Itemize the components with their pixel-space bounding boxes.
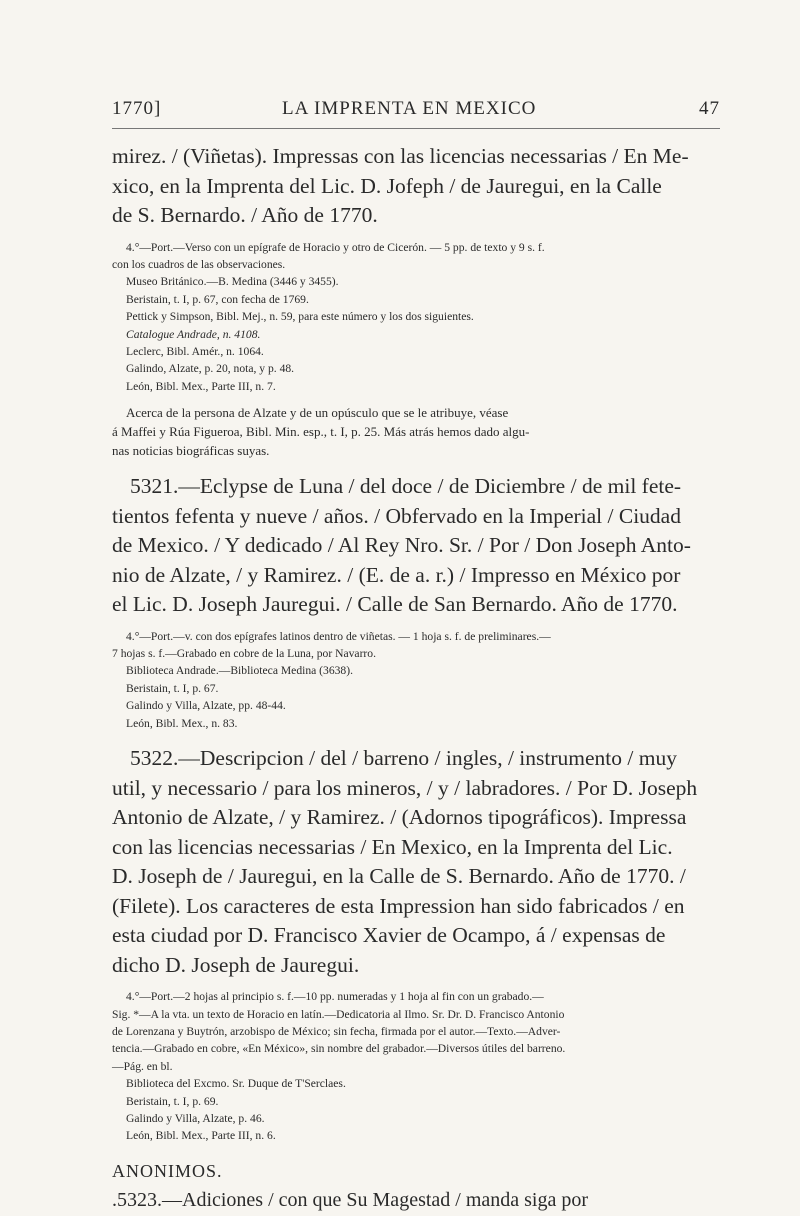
- entry-line: mirez. / (Viñetas). Impressas con las licencias necessarias / En Me-: [112, 144, 689, 168]
- entry-line: xico, en la Imprenta del Lic. D. Jofeph / de Jauregui, en la Calle: [112, 173, 662, 198]
- note-line: Beristain, t. I, p. 67, con fecha de 1769.: [126, 292, 309, 306]
- note-line: Galindo y Villa, Alzate, p. 46.: [126, 1111, 265, 1125]
- entry-5323-title: [112, 1186, 720, 1216]
- entry-line: Antonio de Alzate, / y Ramirez. / (Adornos tipográficos). Impressa: [112, 805, 687, 830]
- comment-line: nas noticias biográficas suyas.: [112, 443, 270, 459]
- entry-5322-title: [112, 744, 720, 980]
- header-rule: [112, 128, 720, 129]
- note-line: 4.°—Port.—v. con dos epígrafes latinos dentro de viñetas. — 1 hoja s. f. de preliminares.—: [126, 629, 551, 643]
- entry-5321-title: [112, 472, 720, 620]
- entry-line: util, y necessario / para los mineros, / y / labradores. / Por D. Joseph: [112, 775, 698, 800]
- section-heading: ANONIMOS.: [112, 1160, 223, 1181]
- note-line: 7 hojas s. f.—Grabado en cobre de la Luna, por Navarro.: [112, 647, 376, 661]
- note-line: Pettick y Simpson, Bibl. Mej., n. 59, para este número y los dos siguientes.: [126, 310, 474, 324]
- page-body: [112, 142, 720, 1216]
- entry-line: (Filete). Los caracteres de esta Impression han sido fabricados / en: [112, 893, 685, 918]
- note-line: Galindo y Villa, Alzate, pp. 48-44.: [126, 699, 286, 713]
- entry-5321-notes: [112, 628, 720, 732]
- note-line: —Pág. en bl.: [112, 1059, 173, 1073]
- note-line: 4.°—Port.—2 hojas al principio s. f.—10 pp. numeradas y 1 hoja al fin con un grabado.—: [126, 990, 544, 1004]
- entry-5320-title: [112, 142, 720, 231]
- note-line: León, Bibl. Mex., Parte III, n. 6.: [126, 1129, 276, 1143]
- entry-line: nio de Alzate, / y Ramirez. / (E. de a. r.) / Impresso en México por: [112, 562, 681, 587]
- note-line: León, Bibl. Mex., Parte III, n. 7.: [126, 379, 276, 393]
- entry-line: .5323.—Adiciones / con que Su Magestad / manda siga por: [112, 1189, 589, 1212]
- running-head-year: 1770]: [112, 98, 162, 119]
- note-line: Beristain, t. I, p. 69.: [126, 1094, 219, 1108]
- entry-line: el Lic. D. Joseph Jauregui. / Calle de San Bernardo. Año de 1770.: [112, 592, 678, 617]
- entry-line: tientos fefenta y nueve / años. / Obfervado en la Imperial / Ciudad: [112, 503, 681, 528]
- entry-line: 5321.—Eclypse de Luna / del doce / de Diciembre / de mil fete-: [130, 474, 682, 499]
- running-head: [112, 98, 720, 124]
- note-line: Museo Británico.—B. Medina (3446 y 3455).: [126, 275, 339, 289]
- note-line: tencia.—Grabado en cobre, «En México», sin nombre del grabador.—Diversos útiles del barreno.: [112, 1042, 566, 1056]
- note-line: con los cuadros de las observaciones.: [112, 257, 286, 271]
- entry-line: esta ciudad por D. Francisco Xavier de Ocampo, á / expensas de: [112, 923, 666, 948]
- entry-line: de Mexico. / Y dedicado / Al Rey Nro. Sr. / Por / Don Joseph Anto-: [112, 533, 691, 558]
- note-line: Leclerc, Bibl. Amér., n. 1064.: [126, 344, 264, 358]
- note-line: León, Bibl. Mex., n. 83.: [126, 716, 238, 730]
- page-number: 47: [699, 98, 720, 119]
- note-line: Biblioteca Andrade.—Biblioteca Medina (3638).: [126, 664, 353, 678]
- note-line: Beristain, t. I, p. 67.: [126, 681, 219, 695]
- entry-line: dicho D. Joseph de Jauregui.: [112, 952, 360, 977]
- comment-line: á Maffei y Rúa Figueroa, Bibl. Min. esp., t. I, p. 25. Más atrás hemos dado algu-: [112, 424, 530, 440]
- note-line: Catalogue Andrade, n. 4108.: [126, 327, 261, 341]
- entry-line: de S. Bernardo. / Año de 1770.: [112, 203, 378, 227]
- entry-5320-comment: [112, 403, 720, 460]
- entry-line: D. Joseph de / Jauregui, en la Calle de S. Bernardo. Año de 1770. /: [112, 864, 686, 889]
- note-line: Sig. *—A la vta. un texto de Horacio en latín.—Dedicatoria al Ilmo. Sr. Dr. D. Francisco Antonio: [112, 1007, 565, 1021]
- entry-line: 5322.—Descripcion / del / barreno / ingles, / instrumento / muy: [130, 746, 677, 771]
- entry-5320-notes: [112, 239, 720, 396]
- note-line: 4.°—Port.—Verso con un epígrafe de Horacio y otro de Cicerón. — 5 pp. de texto y 9 s. f.: [126, 240, 545, 254]
- running-head-title: LA IMPRENTA EN MEXICO: [282, 98, 537, 119]
- note-line: Galindo, Alzate, p. 20, nota, y p. 48.: [126, 362, 295, 376]
- note-line: Biblioteca del Excmo. Sr. Duque de T'Serclaes.: [126, 1077, 346, 1091]
- entry-5322-notes: [112, 988, 720, 1145]
- comment-line: Acerca de la persona de Alzate y de un opúsculo que se le atribuye, véase: [126, 405, 509, 421]
- note-line: de Lorenzana y Buytrón, arzobispo de México; sin fecha, firmada por el autor.—Texto.—Adver-: [112, 1024, 561, 1038]
- entry-line: con las licencias necessarias / En Mexico, en la Imprenta del Lic.: [112, 834, 673, 859]
